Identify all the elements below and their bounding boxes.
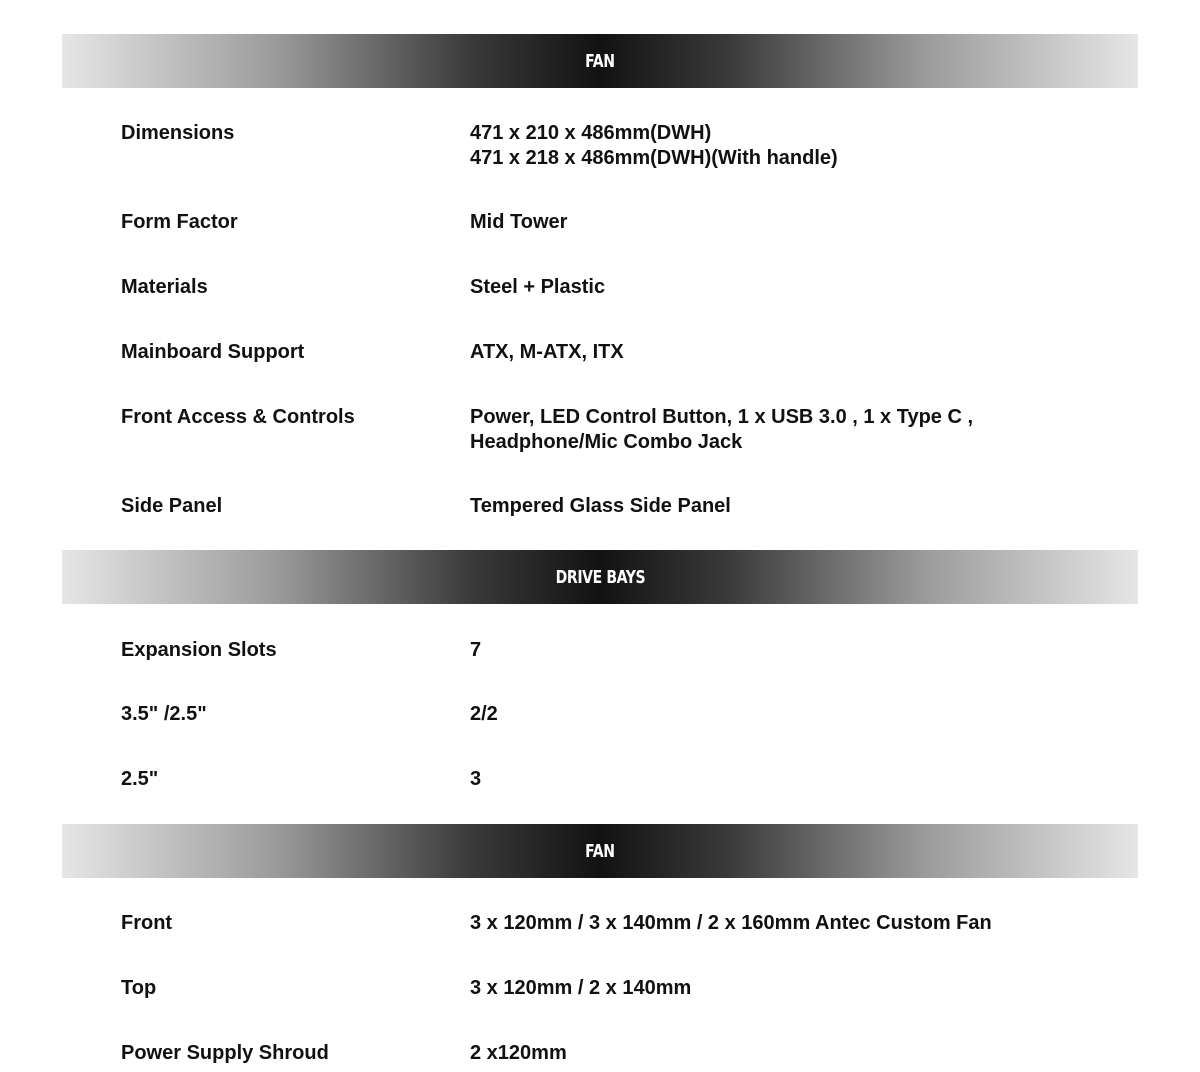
spec-value-line: Mid Tower [470,211,568,233]
spec-label: Dimensions [121,122,235,144]
spec-value-line: 3 x 120mm / 3 x 140mm / 2 x 160mm Antec Custom Fan [470,912,992,934]
section-header-fan-2 [62,824,1138,878]
spec-label: Side Panel [121,495,223,517]
spec-label: Top [121,977,157,999]
spec-value-line: 471 x 218 x 486mm(DWH)(With handle) [470,146,838,169]
spec-label: Power Supply Shroud [121,1042,329,1064]
spec-row-2-5-bays [121,767,1121,792]
section-title: FAN [585,840,615,862]
section-title: FAN [585,50,615,72]
spec-row-dimensions [121,121,1121,170]
spec-value [470,638,1121,663]
spec-value-line: 3 x 120mm / 2 x 140mm [470,977,692,999]
spec-value [470,1041,1121,1066]
spec-label: Front [121,912,173,934]
spec-value-line: 2 x120mm [470,1042,567,1064]
spec-value [470,210,1121,235]
spec-value [470,275,1121,300]
spec-value [470,767,1121,792]
section-header-fan [62,34,1138,88]
spec-row-power-supply-shroud [121,1041,1121,1066]
spec-label: 2.5" [121,768,159,790]
spec-value-line: ATX, M-ATX, ITX [470,341,624,363]
section-header-drive-bays [62,550,1138,604]
spec-label: Expansion Slots [121,639,277,661]
spec-row-materials [121,275,1121,300]
spec-row-mainboard-support [121,340,1121,365]
spec-value-line: 3 [470,768,482,790]
spec-value-line: 471 x 210 x 486mm(DWH) [470,122,712,144]
spec-value [470,702,1121,727]
spec-value [470,494,1121,519]
spec-row-3-5-2-5-bays [121,702,1121,727]
spec-value [470,405,1121,454]
spec-row-side-panel [121,494,1121,519]
spec-label: Front Access & Controls [121,406,355,428]
spec-label: Form Factor [121,211,238,233]
spec-value-line: 7 [470,639,482,661]
spec-row-expansion-slots [121,638,1121,663]
spec-row-top-fan [121,976,1121,1001]
spec-value [470,121,1121,170]
spec-row-front-fan [121,911,1121,936]
spec-value [470,911,1121,936]
spec-value-line: Power, LED Control Button, 1 x USB 3.0 , 1 x Type C , [470,406,974,428]
spec-value-line: Steel + Plastic [470,276,606,298]
spec-value [470,976,1121,1001]
spec-value-line: Headphone/Mic Combo Jack [470,430,743,453]
spec-row-form-factor [121,210,1121,235]
section-title: DRIVE BAYS [555,566,645,588]
spec-row-front-access-controls [121,405,1121,454]
spec-value-line: 2/2 [470,703,498,725]
spec-value-line: Tempered Glass Side Panel [470,495,731,517]
spec-label: Materials [121,276,208,298]
spec-label: 3.5" /2.5" [121,703,207,725]
spec-label: Mainboard Support [121,341,305,363]
spec-value [470,340,1121,365]
